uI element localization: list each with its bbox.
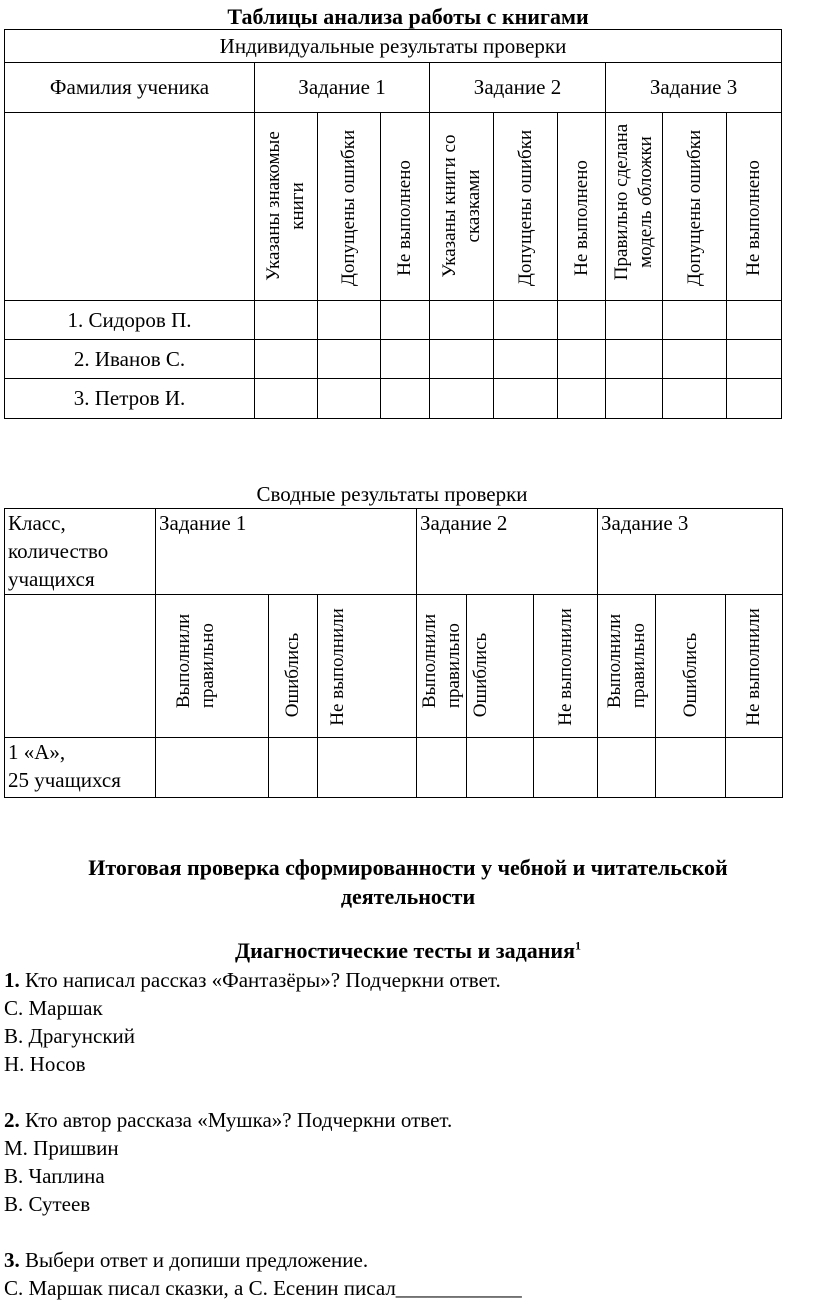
result-cell[interactable] <box>606 340 663 379</box>
subcol-not-done: Не выполнили <box>318 595 417 738</box>
subcol-cover-model: Правильно сделана модель обложки <box>606 113 663 301</box>
result-cell[interactable] <box>663 340 727 379</box>
subcol-not-done: Не выполнено <box>727 113 782 301</box>
header-task-2: Задание 2 <box>430 63 606 113</box>
result-cell[interactable] <box>727 379 782 419</box>
subcol-known-books: Указаны знакомые книги <box>255 113 318 301</box>
subcol-fairy-books: Указаны книги со сказками <box>430 113 494 301</box>
table1-title: Таблицы анализа работы с книгами <box>227 4 589 29</box>
result-cell[interactable] <box>494 301 558 340</box>
subcol-not-done: Не выполнено <box>558 113 606 301</box>
question-3: 3. Выбери ответ и допиши предложение. С. Маршак писал сказки, а С. Есенин писал____________ <box>4 1248 522 1300</box>
question-2: 2. Кто автор рассказа «Мушка»? Подчеркни ответ. М. Пришвин В. Чаплина В. Сутеев <box>4 1106 522 1218</box>
header-task-1: Задание 1 <box>255 63 430 113</box>
subcol-mistakes: Ошиблись <box>467 595 534 738</box>
result-cell[interactable] <box>255 340 318 379</box>
answer-option[interactable]: М. Пришвин <box>4 1136 119 1160</box>
subcol-not-done: Не выполнили <box>534 595 598 738</box>
result-cell[interactable] <box>558 340 606 379</box>
empty-header-cell <box>5 595 156 738</box>
result-cell[interactable] <box>467 738 534 798</box>
result-cell[interactable] <box>430 301 494 340</box>
header-task-2: Задание 2 <box>417 509 598 595</box>
answer-option[interactable]: Н. Носов <box>4 1052 86 1076</box>
student-row-label: 1. Сидоров П. <box>5 301 255 340</box>
result-cell[interactable] <box>318 738 417 798</box>
header-task-3: Задание 3 <box>606 63 782 113</box>
result-cell[interactable] <box>726 738 783 798</box>
result-cell[interactable] <box>663 301 727 340</box>
result-cell[interactable] <box>318 340 381 379</box>
result-cell[interactable] <box>269 738 318 798</box>
student-row-label: 3. Петров И. <box>5 379 255 419</box>
result-cell[interactable] <box>430 379 494 419</box>
individual-results-table <box>4 29 782 419</box>
subcol-not-done: Не выполнили <box>726 595 783 738</box>
result-cell[interactable] <box>606 301 663 340</box>
result-cell[interactable] <box>255 379 318 419</box>
result-cell[interactable] <box>494 340 558 379</box>
section-heading: Итоговая проверка сформированности у чебной и читательской <box>88 855 728 880</box>
subcol-mistakes: Ошиблись <box>656 595 726 738</box>
result-cell[interactable] <box>381 379 430 419</box>
result-cell[interactable] <box>598 738 656 798</box>
header-task-3: Задание 3 <box>598 509 783 595</box>
table1-subtitle: Индивидуальные результаты проверки <box>5 30 782 63</box>
table2-title: Сводные результаты проверки <box>256 482 528 506</box>
result-cell[interactable] <box>156 738 269 798</box>
result-cell[interactable] <box>558 379 606 419</box>
header-student-name: Фамилия ученика <box>5 63 255 113</box>
result-cell[interactable] <box>494 379 558 419</box>
class-row-label: 1 «А», 25 учащихся <box>5 738 156 798</box>
result-cell[interactable] <box>430 340 494 379</box>
result-cell[interactable] <box>727 340 782 379</box>
subcol-correct: Выполнили правильно <box>417 595 467 738</box>
answer-option[interactable]: С. Маршак <box>4 996 103 1020</box>
result-cell[interactable] <box>727 301 782 340</box>
subcol-errors: Допущены ошибки <box>318 113 381 301</box>
answer-option[interactable]: В. Чаплина <box>4 1164 105 1188</box>
answer-option[interactable]: В. Драгунский <box>4 1024 136 1048</box>
answer-option[interactable]: В. Сутеев <box>4 1192 91 1216</box>
header-task-1: Задание 1 <box>156 509 417 595</box>
result-cell[interactable] <box>318 301 381 340</box>
result-cell[interactable] <box>534 738 598 798</box>
section-heading-line2: деятельности <box>340 884 476 909</box>
summary-results-table <box>4 508 783 798</box>
result-cell[interactable] <box>417 738 467 798</box>
subcol-errors: Допущены ошибки <box>494 113 558 301</box>
subcol-not-done: Не выполнено <box>381 113 430 301</box>
result-cell[interactable] <box>656 738 726 798</box>
student-row-label: 2. Иванов С. <box>5 340 255 379</box>
result-cell[interactable] <box>381 301 430 340</box>
question-1: 1. Кто написал рассказ «Фантазёры»? Подчеркни ответ. С. Маршак В. Драгунский Н. Носов <box>4 966 522 1078</box>
question-list <box>4 966 522 1302</box>
result-cell[interactable] <box>255 301 318 340</box>
footnote-mark: 1 <box>575 938 582 953</box>
result-cell[interactable] <box>663 379 727 419</box>
result-cell[interactable] <box>318 379 381 419</box>
subcol-correct: Выполнили правильно <box>156 595 269 738</box>
result-cell[interactable] <box>558 301 606 340</box>
answer-line[interactable]: С. Маршак писал сказки, а С. Есенин писал____________ <box>4 1276 522 1300</box>
empty-header-cell <box>5 113 255 301</box>
header-class-count: Класс, количество учащихся <box>5 509 156 595</box>
subcol-mistakes: Ошиблись <box>269 595 318 738</box>
subcol-correct: Выполнили правильно <box>598 595 656 738</box>
result-cell[interactable] <box>381 340 430 379</box>
subcol-errors: Допущены ошибки <box>663 113 727 301</box>
result-cell[interactable] <box>606 379 663 419</box>
section-subheading: Диагностические тесты и задания$^1$ <box>234 938 582 963</box>
